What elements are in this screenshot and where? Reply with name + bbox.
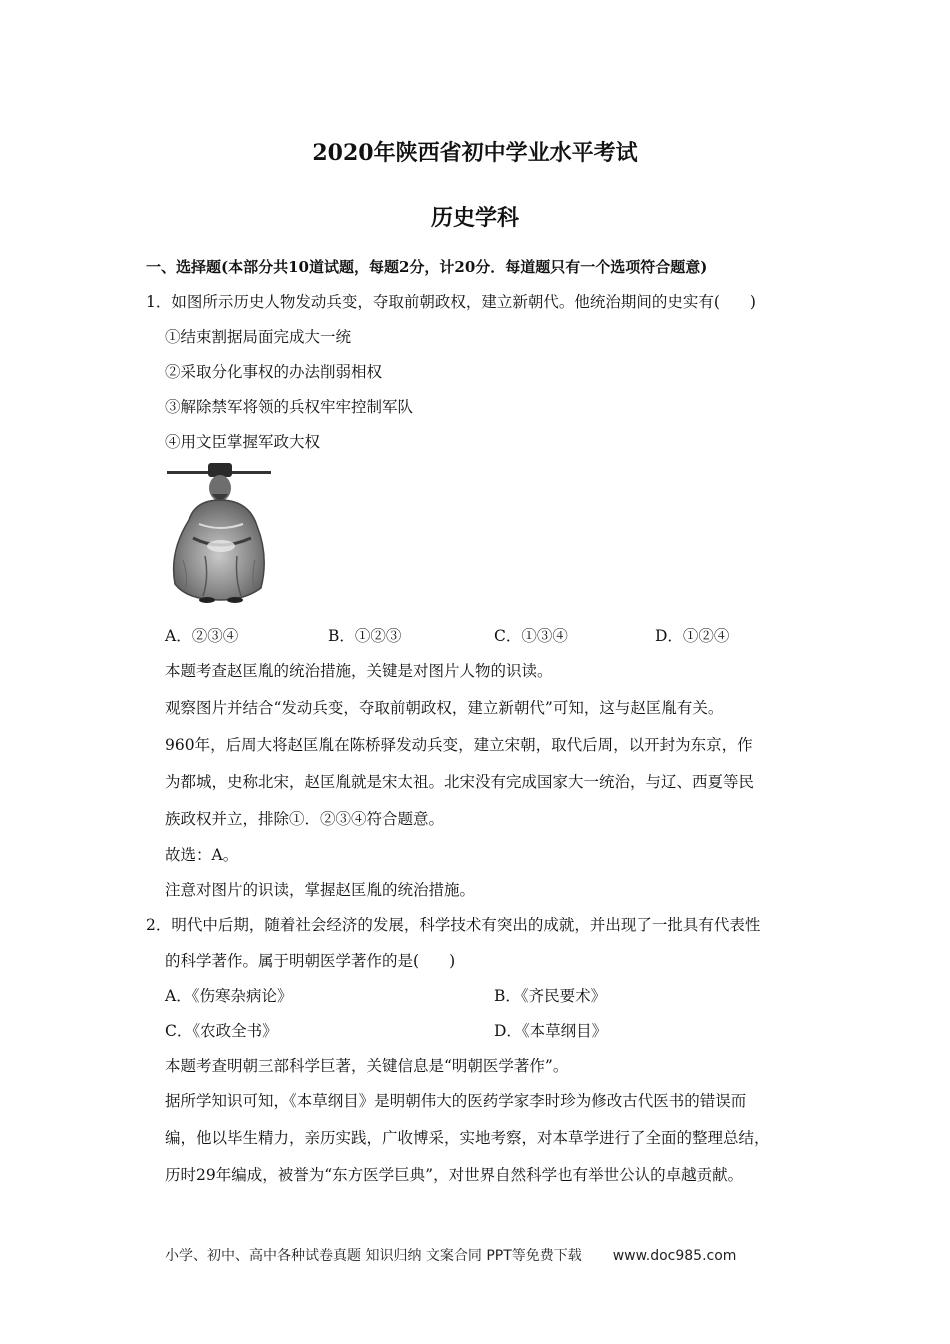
q1-explanation-line-2: 观察图片并结合“发动兵变，夺取前朝政权，建立新朝代”可知，这与赵匡胤有关。 [165,699,724,717]
q2-stem-text: 的科学著作。属于明朝医学著作的是( [165,952,420,970]
footer-url[interactable]: www.doc985.com [612,1248,737,1264]
emperor-figure-image [165,460,273,603]
q1-item-4: ④用文臣掌握军政大权 [165,433,321,451]
q1-option-c: C．①③④ [494,627,568,645]
q2-stem-close: ) [449,952,456,970]
footer [165,1245,736,1265]
section-heading: 一、选择题(本部分共10道试题，每题2分，计20分．每道题只有一个选项符合题意) [146,258,708,276]
q1-stem [146,290,756,312]
q1-explanation-line-4: 为都城，史称北宋，赵匡胤就是宋太祖。北宋没有完成国家大一统治，与辽、西夏等民 [165,773,755,791]
q2-stem-line-2 [165,949,455,971]
q1-item-1: ①结束割据局面完成大一统 [165,328,352,346]
q2-explanation-line-2: 据所学知识可知，《本草纲目》是明朝伟大的医药学家李时珍为修改古代医书的错误而 [165,1092,747,1110]
q1-stem-text: 1．如图所示历史人物发动兵变，夺取前朝政权，建立新朝代。他统治期间的史实有( [146,293,720,311]
q2-explanation-line-4: 历时29年编成，被誉为“东方医学巨典”，对世界自然科学也有举世公认的卓越贡献。 [165,1166,744,1184]
q1-stem-close: ) [749,293,756,311]
q1-explanation-line-1: 本题考查赵匡胤的统治措施，关键是对图片人物的识读。 [165,662,553,680]
q1-option-d: D．①②④ [655,627,730,645]
q2-explanation-line-1: 本题考查明朝三部科学巨著，关键信息是“明朝医学著作”。 [165,1057,569,1075]
exam-title: 2020年陕西省初中学业水平考试 [312,140,638,166]
q1-item-2: ②采取分化事权的办法削弱相权 [165,363,383,381]
q1-note: 注意对图片的识读，掌握赵匡胤的统治措施。 [165,881,476,899]
footer-text: 小学、初中、高中各种试卷真题 知识归纳 文案合同 PPT等免费下载 [165,1248,582,1264]
subject-title: 历史学科 [430,205,519,231]
q1-explanation-line-5: 族政权并立，排除①．②③④符合题意。 [165,810,445,828]
q2-stem-line-1: 2．明代中后期，随着社会经济的发展，科学技术有突出的成就，并出现了一批具有代表性 [146,916,761,934]
q1-figure-portrait [165,460,273,603]
q1-option-b: B．①②③ [328,627,402,645]
q1-option-a: A．②③④ [165,627,239,645]
q1-answer: 故选：A。 [165,846,239,864]
q2-option-d: D．《本草纲目》 [494,1022,608,1040]
q1-item-3: ③解除禁军将领的兵权牢牢控制军队 [165,398,414,416]
q2-option-a: A．《伤寒杂病论》 [165,987,293,1005]
q2-option-b: B．《齐民要术》 [494,987,607,1005]
q2-option-c: C．《农政全书》 [165,1022,278,1040]
q1-explanation-line-3: 960年，后周大将赵匡胤在陈桥驿发动兵变，建立宋朝，取代后周，以开封为东京，作 [165,736,753,754]
q2-explanation-line-3: 编，他以毕生精力，亲历实践，广收博采，实地考察，对本草学进行了全面的整理总结， [165,1129,770,1147]
